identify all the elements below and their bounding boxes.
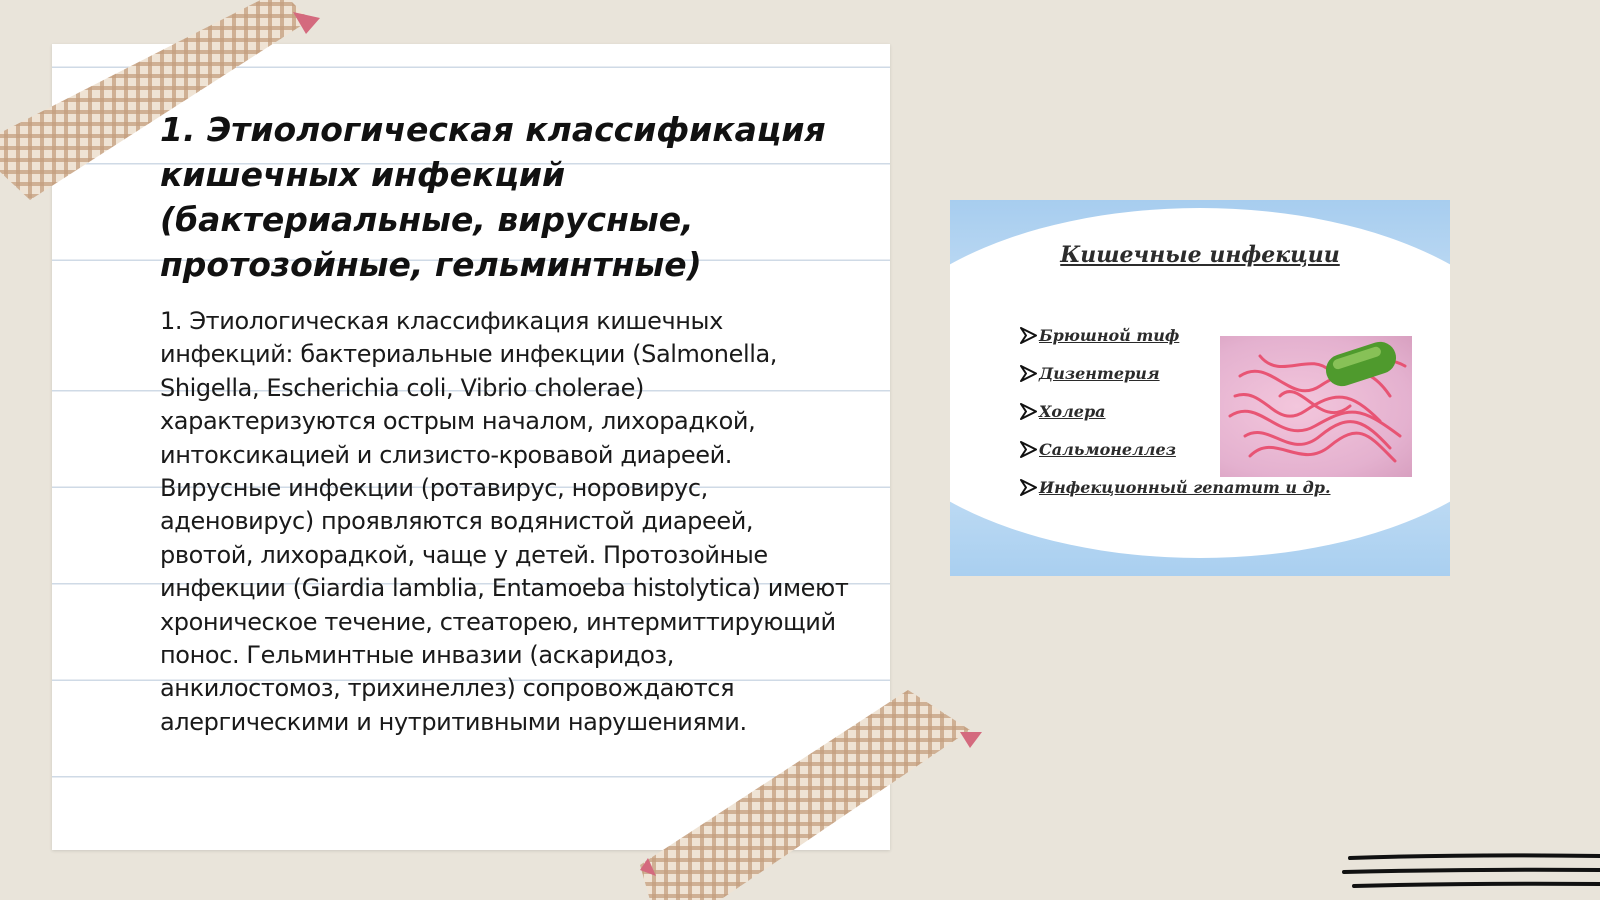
arrow-bullet-icon	[1020, 403, 1037, 420]
image-title: Кишечные инфекции	[1060, 242, 1340, 268]
list-item: Сальмонеллез	[1020, 430, 1331, 468]
arrow-bullet-icon	[1020, 327, 1037, 344]
bacteria-micrograph	[1220, 336, 1412, 477]
slide-title: 1. Этиологическая классификация кишечных инфекций (бактериальные, вирусные, протозойные, гельминтные)	[160, 110, 826, 284]
list-item: Дизентерия	[1020, 354, 1331, 392]
intestinal-infections-image	[950, 200, 1450, 576]
arrow-bullet-icon	[1020, 441, 1037, 458]
list-item: Брюшной тиф	[1020, 316, 1331, 354]
arrow-bullet-icon	[1020, 365, 1037, 382]
decorative-lines	[1340, 850, 1600, 900]
arrow-bullet-icon	[1020, 479, 1037, 496]
bacterium-illustration	[1220, 336, 1412, 477]
slide-body-text: 1. Этиологическая классификация кишечных инфекций: бактериальные инфекции (Salmonella, Shigella, Escherichia coli, Vibrio cholerae) характеризуются острым началом, лихорадкой, интоксикацией и слизисто-кровавой диареей. Вирусные инфекции (ротавирус, норовирус, аденовирус) проявляются водянистой диареей, рвотой, лихорадкой, чаще у детей. Протозойные инфекции (Giardia lamblia, Entamoeba histolytica) имеют хроническое течение, стеаторею, интермиттирующий понос. Гельминтные инвазии (аскаридоз, анкилостомоз, трихинеллез) сопровождаются алергическими и нутритивными нарушениями.	[160, 307, 849, 736]
list-item: Инфекционный гепатит и др.	[1020, 468, 1331, 506]
list-item: Холера	[1020, 392, 1331, 430]
